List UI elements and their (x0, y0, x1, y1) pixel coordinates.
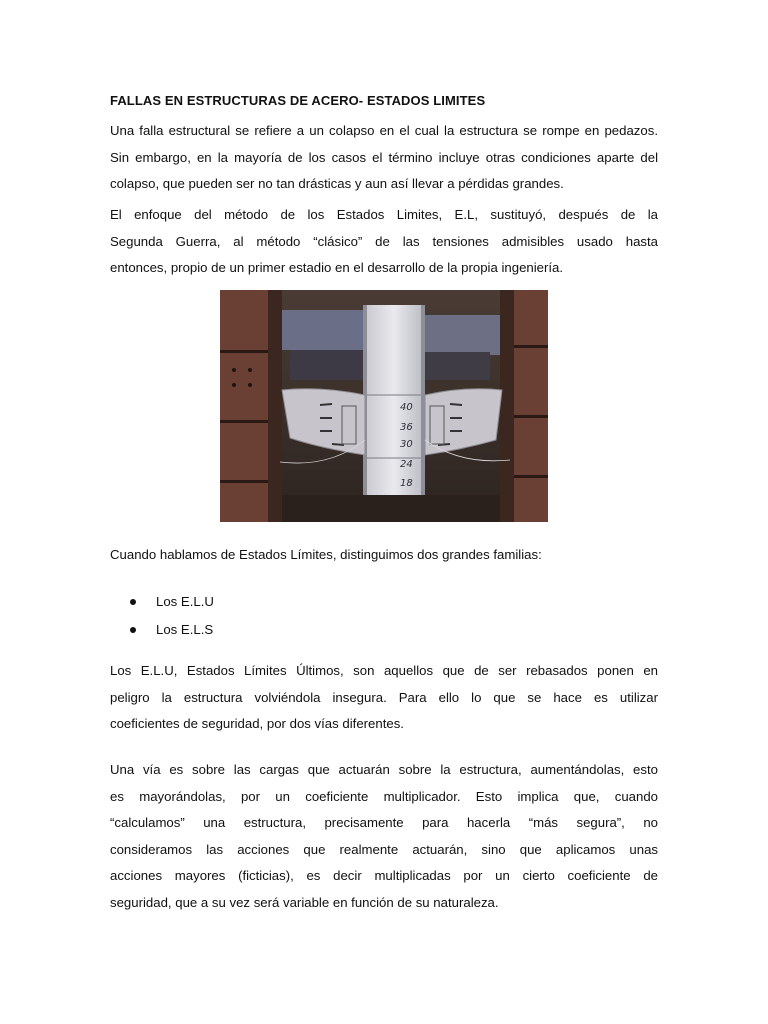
bullet-icon (130, 627, 136, 633)
paragraph-line: coeficientes de seguridad, por dos vías diferentes. (110, 716, 404, 731)
figure-label: 30 (400, 439, 413, 450)
paragraph-line: consideramos las acciones que realmente actuarán, sino que aplicamos unas (110, 841, 658, 857)
families-intro: Cuando hablamos de Estados Límites, distinguimos dos grandes familias: (110, 547, 542, 562)
list-item (128, 588, 214, 616)
elu-paragraph (110, 658, 658, 738)
limit-state-list (128, 588, 214, 644)
paragraph-line: es mayorándolas, por un coeficiente multiplicador. Esto implica que, cuando (110, 788, 658, 804)
intro-paragraph (110, 118, 658, 198)
limit-states-paragraph (110, 202, 658, 282)
list-item-label: Los E.L.U (156, 594, 214, 609)
paragraph-line: Sin embargo, en la mayoría de los casos el término incluye otras condiciones aparte del (110, 149, 658, 165)
figure-label: 18 (400, 478, 413, 489)
list-item (128, 616, 214, 644)
paragraph-line: Los E.L.U, Estados Límites Últimos, son aquellos que de ser rebasados ponen en (110, 663, 658, 678)
steel-joint-test-photo (220, 290, 548, 522)
paragraph-line: “calculamos” una estructura, precisamente para hacerla “más segura”, no (110, 815, 658, 830)
paragraph-line: Una vía es sobre las cargas que actuarán sobre la estructura, aumentándolas, esto (110, 762, 658, 777)
bullet-icon (130, 599, 136, 605)
paragraph-line: Una falla estructural se refiere a un colapso en el cual la estructura se rompe en pedazos. (110, 123, 658, 138)
list-item-label: Los E.L.S (156, 622, 214, 637)
figure-label: 36 (400, 422, 413, 433)
paragraph-line: peligro la estructura volviéndola insegura. Para ello lo que se hace es utilizar (110, 689, 658, 705)
paragraph-line: El enfoque del método de los Estados Limites, E.L, sustituyó, después de la (110, 207, 658, 222)
paragraph-line: entonces, propio de un primer estadio en el desarrollo de la propia ingeniería. (110, 260, 564, 275)
paragraph-line: Segunda Guerra, al método “clásico” de las tensiones admisibles usado hasta (110, 233, 658, 249)
loads-paragraph (110, 757, 658, 916)
document-title: FALLAS EN ESTRUCTURAS DE ACERO- ESTADOS LIMITES (110, 93, 486, 108)
figure-label: 40 (400, 402, 413, 413)
paragraph-line: colapso, que pueden ser no tan drásticas y aun así llevar a pérdidas grandes. (110, 176, 564, 191)
paragraph-line: seguridad, que a su vez será variable en función de su naturaleza. (110, 894, 499, 910)
figure-label: 24 (400, 459, 413, 470)
paragraph-line: acciones mayores (ficticias), es decir multiplicadas por un cierto coeficiente de (110, 868, 658, 883)
